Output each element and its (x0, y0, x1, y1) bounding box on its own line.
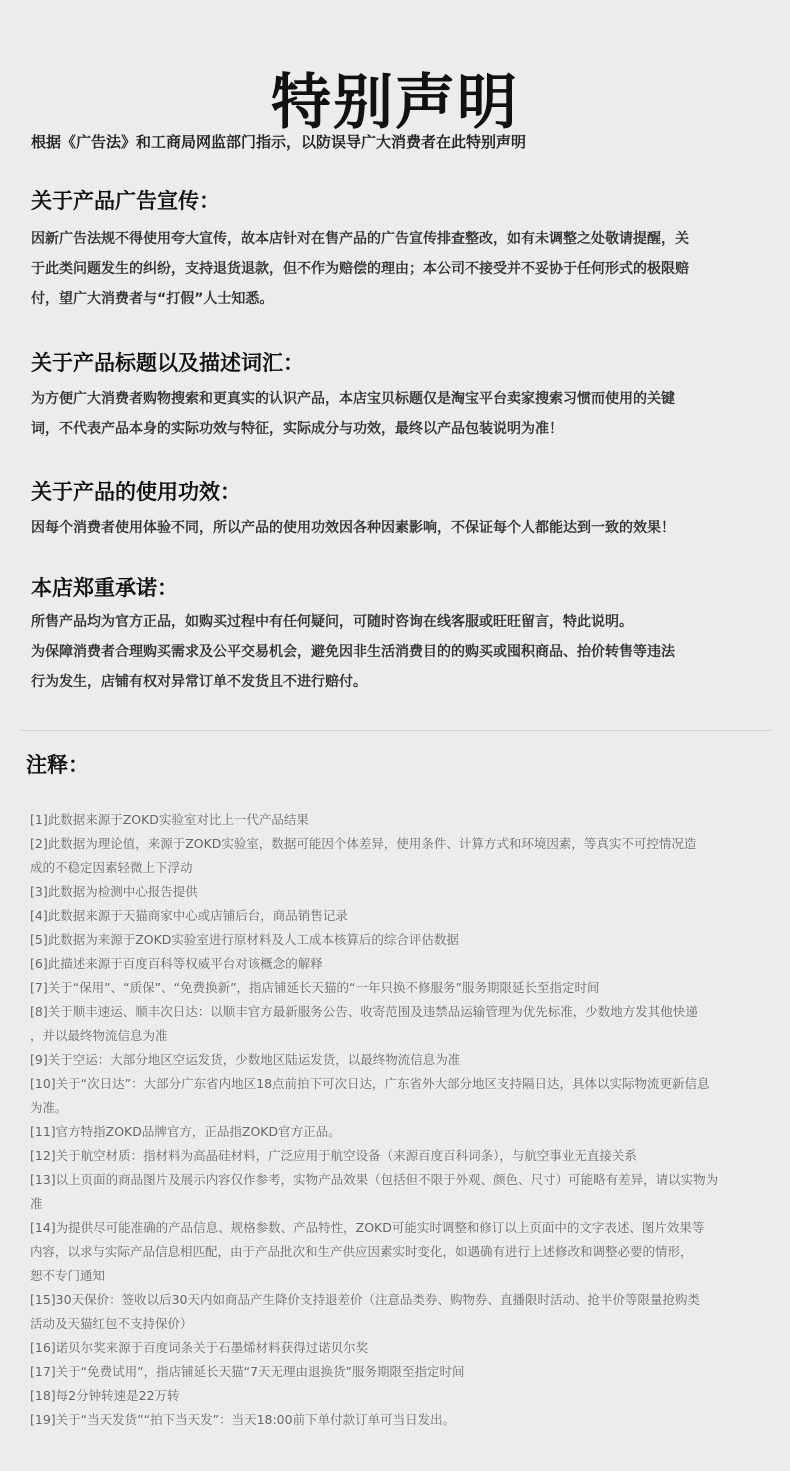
note-line: [12]关于航空材质：指材料为高晶硅材料，广泛应用于航空设备（来源百度百科词条），与航空事业无直接关系 (30, 1148, 637, 1163)
section-heading: 关于产品的使用功效： (31, 480, 241, 504)
section-line: 为保障消费者合理购买需求及公平交易机会，避免因非生活消费目的的购买或囤积商品、抬价转售等违法 (31, 644, 675, 660)
notes-list (30, 808, 736, 1432)
note-line: [9]关于空运：大部分地区空运发货，少数地区陆运发货，以最终物流信息为准 (30, 1052, 461, 1067)
note-line: [18]每2分钟转速是22万转 (30, 1388, 180, 1403)
note-line: [14]为提供尽可能准确的产品信息、规格参数、产品特性，ZOKD可能实时调整和修订以上页面中的文字表述、图片效果等 (30, 1220, 705, 1235)
note-line: [3]此数据为检测中心报告提供 (30, 884, 198, 899)
section-body (31, 513, 743, 543)
note-line: [11]官方特指ZOKD品牌官方，正品指ZOKD官方正品。 (30, 1124, 341, 1139)
section-line: 行为发生，店铺有权对异常订单不发货且不进行赔付。 (31, 674, 367, 690)
note-line: 活动及天猫红包不支持保价） (30, 1316, 193, 1331)
note-line: [6]此描述来源于百度百科等权威平台对该概念的解释 (30, 956, 323, 971)
section-commitment (31, 573, 743, 697)
section-efficacy (31, 477, 743, 543)
note-line: [13]以上页面的商品图片及展示内容仅作参考，实物产品效果（包括但不限于外观、颜色、尺寸）可能略有差异，请以实物为 (30, 1172, 719, 1187)
note-line: 准 (30, 1196, 43, 1211)
section-line: 所售产品均为官方正品，如购买过程中有任何疑问，可随时咨询在线客服或旺旺留言，特此说明。 (31, 614, 633, 630)
note-line: 为准。 (30, 1100, 68, 1115)
note-line: [17]关于“免费试用”，指店铺延长天猫“7天无理由退换货”服务期限至指定时间 (30, 1364, 465, 1379)
section-body (31, 224, 743, 314)
note-line: [19]关于“当天发货”“拍下当天发”：当天18:00前下单付款订单可当日发出。 (30, 1412, 456, 1427)
note-line: [4]此数据来源于天猫商家中心或店铺后台，商品销售记录 (30, 908, 348, 923)
note-line: [2]此数据为理论值，来源于ZOKD实验室，数据可能因个体差异，使用条件、计算方式和环境因素，等真实不可控情况造 (30, 836, 697, 851)
section-heading: 关于产品标题以及描述词汇： (31, 351, 304, 375)
section-line: 因新广告法规不得使用夸大宣传，故本店针对在售产品的广告宣传排查整改，如有未调整之处敬请提醒，关 (31, 231, 689, 247)
note-line: 成的不稳定因素轻微上下浮动 (30, 860, 193, 875)
intro-text: 根据《广告法》和工商局网监部门指示，以防误导广大消费者在此特别声明 (31, 133, 527, 151)
note-line: 内容，以求与实际产品信息相匹配，由于产品批次和生产供应因素实时变化，如遇确有进行上述修改和调整必要的情形， (30, 1244, 693, 1259)
note-line: ，并以最终物流信息为准 (30, 1028, 168, 1043)
note-line: [8]关于顺丰速运、顺丰次日达：以顺丰官方最新服务公告、收寄范围及违禁品运输管理为优先标准，少数地方发其他快递 (30, 1004, 698, 1019)
section-line: 为方便广大消费者购物搜索和更真实的认识产品，本店宝贝标题仅是淘宝平台卖家搜索习惯而使用的关键 (31, 391, 675, 407)
section-body (31, 607, 743, 697)
note-line: [15]30天保价：签收以后30天内如商品产生降价支持退差价（注意品类券、购物券、直播限时活动、抢半价等限量抢购类 (30, 1292, 700, 1307)
note-line: [5]此数据为来源于ZOKD实验室进行原材料及人工成本核算后的综合评估数据 (30, 932, 459, 947)
section-body (31, 384, 743, 444)
section-advertising (31, 186, 743, 314)
page-title: 特别声明 (271, 68, 519, 139)
section-line: 因每个消费者使用体验不同，所以产品的使用功效因各种因素影响，不保证每个人都能达到一致的效果！ (31, 520, 675, 536)
note-line: [7]关于“保用”、“质保”、“免费换新”，指店铺延长天猫的“一年只换不修服务”服务期限延长至指定时间 (30, 980, 600, 995)
section-heading: 关于产品广告宣传： (31, 189, 220, 213)
notes-heading: 注释： (26, 753, 89, 777)
divider (20, 730, 772, 731)
note-line: [16]诺贝尔奖来源于百度词条关于石墨烯材料获得过诺贝尔奖 (30, 1340, 369, 1355)
section-line: 词，不代表产品本身的实际功效与特征，实际成分与功效，最终以产品包装说明为准！ (31, 421, 563, 437)
section-title-keywords (31, 348, 743, 444)
section-heading: 本店郑重承诺： (31, 576, 178, 600)
note-line: [10]关于“次日达”：大部分广东省内地区18点前拍下可次日达，广东省外大部分地区支持隔日达，具体以实际物流更新信息 (30, 1076, 710, 1091)
section-line: 付，望广大消费者与“打假”人士知悉。 (31, 291, 274, 307)
note-line: 恕不专门通知 (30, 1268, 106, 1283)
section-line: 于此类问题发生的纠纷，支持退货退款，但不作为赔偿的理由；本公司不接受并不妥协于任何形式的极限赔 (31, 261, 689, 277)
note-line: [1]此数据来源于ZOKD实验室对比上一代产品结果 (30, 812, 309, 827)
